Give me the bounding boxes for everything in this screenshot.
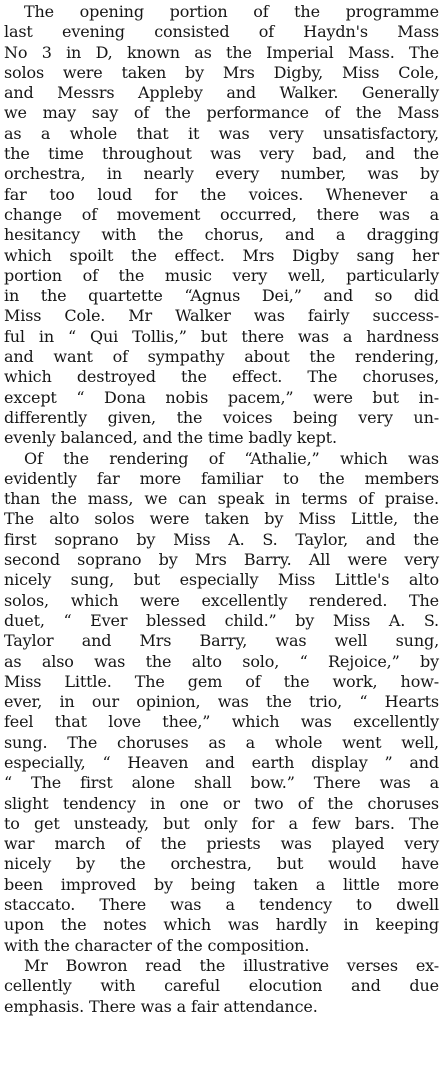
text-line: nicely by the orchestra, but would have xyxy=(4,854,439,874)
text-line: which spoilt the effect. Mrs Digby sang her xyxy=(4,245,439,265)
text-line: hesitancy with the chorus, and a dragging xyxy=(4,225,439,245)
text-line: solos, which were excellently rendered. The xyxy=(4,590,439,610)
text-line: far too loud for the voices. Whenever a xyxy=(4,184,439,204)
text-line: The alto solos were taken by Miss Little, the xyxy=(4,509,439,529)
text-line: with the character of the composition. xyxy=(4,935,310,955)
text-line: orchestra, in nearly every number, was by xyxy=(4,164,439,184)
text-line: last evening consisted of Haydn's Mass xyxy=(4,22,439,42)
text-line: war march of the priests was played very xyxy=(4,834,439,854)
text-line: as a whole that it was very unsatisfactory, xyxy=(4,123,439,143)
text-line: evidently far more familiar to the members xyxy=(4,468,439,488)
text-line: than the mass, we can speak in terms of praise. xyxy=(4,489,439,509)
text-line: evenly balanced, and the time badly kept. xyxy=(4,428,337,448)
text-line: ful in “ Qui Tollis,” but there was a hardness xyxy=(4,326,439,346)
text-line: especially, “ Heaven and earth display ” and xyxy=(4,752,439,772)
text-line: nicely sung, but especially Miss Little's alto xyxy=(4,570,439,590)
text-line: duet, “ Ever blessed child.” by Miss A. S. xyxy=(4,610,439,630)
text-line: we may say of the performance of the Mass xyxy=(4,103,439,123)
text-line: slight tendency in one or two of the choruses xyxy=(4,793,439,813)
text-line: Miss Cole. Mr Walker was fairly success- xyxy=(4,306,439,326)
paragraph-athalie-review xyxy=(4,449,439,956)
text-line: “ The first alone shall bow.” There was a xyxy=(4,773,439,793)
text-line: the time throughout was very bad, and the xyxy=(4,144,439,164)
text-line: cellently with careful elocution and due xyxy=(4,976,439,996)
text-line: second soprano by Mrs Barry. All were very xyxy=(4,550,439,570)
text-line: differently given, the voices being very un- xyxy=(4,407,439,427)
text-line: emphasis. There was a fair attendance. xyxy=(4,996,318,1016)
text-line: Taylor and Mrs Barry, was well sung, xyxy=(4,631,439,651)
text-line: in the quartette “Agnus Dei,” and so did xyxy=(4,286,439,306)
text-line: and want of sympathy about the rendering, xyxy=(4,347,439,367)
text-line: Mr Bowron read the illustrative verses ex- xyxy=(24,955,439,975)
text-line: The opening portion of the programme xyxy=(24,2,439,21)
paragraph-mass-review xyxy=(4,2,439,449)
text-line: first soprano by Miss A. S. Taylor, and the xyxy=(4,529,439,549)
text-line: staccato. There was a tendency to dwell xyxy=(4,895,439,915)
text-line: sung. The choruses as a whole went well, xyxy=(4,732,439,752)
text-line: solos were taken by Mrs Digby, Miss Cole, xyxy=(4,62,439,82)
text-line: ever, in our opinion, was the trio, “ Hearts xyxy=(4,692,439,712)
text-line: been improved by being taken a little more xyxy=(4,874,439,894)
text-line: feel that love thee,” which was excellently xyxy=(4,712,439,732)
text-line: change of movement occurred, there was a xyxy=(4,204,439,224)
text-line: except “ Dona nobis pacem,” were but in- xyxy=(4,387,439,407)
text-line: to get unsteady, but only for a few bars. The xyxy=(4,813,439,833)
text-line: which destroyed the effect. The choruses, xyxy=(4,367,439,387)
text-line: and Messrs Appleby and Walker. Generally xyxy=(4,83,439,103)
text-line: portion of the music very well, particularly xyxy=(4,265,439,285)
text-line: Of the rendering of “Athalie,” which was xyxy=(24,448,439,468)
text-line: as also was the alto solo, “ Rejoice,” by xyxy=(4,651,439,671)
text-line: upon the notes which was hardly in keeping xyxy=(4,915,439,935)
text-line: Miss Little. The gem of the work, how- xyxy=(4,671,439,691)
paragraph-recitation-note xyxy=(4,956,439,1017)
text-line: No 3 in D, known as the Imperial Mass. The xyxy=(4,42,439,62)
